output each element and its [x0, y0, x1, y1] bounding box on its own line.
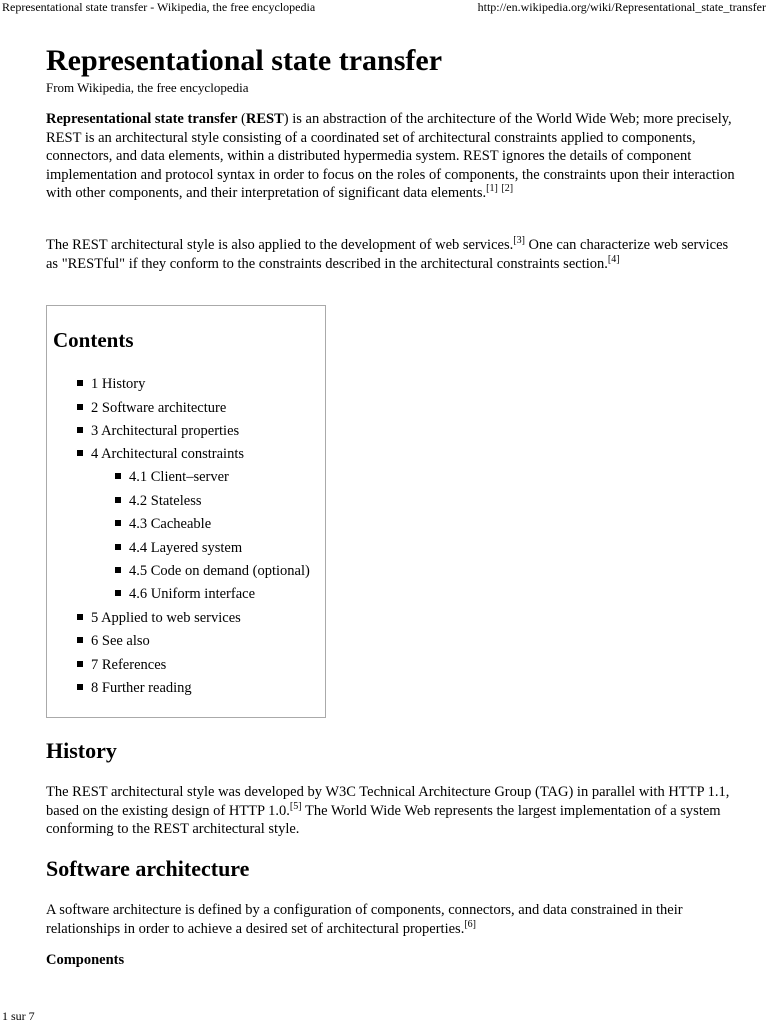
toc-title: Contents: [53, 328, 134, 352]
toc-item-label: 4.5 Code on demand (optional): [129, 563, 310, 579]
toc-item-label: 8 Further reading: [91, 680, 192, 696]
toc-item-architectural-constraints[interactable]: [77, 446, 244, 463]
toc-item-code-on-demand[interactable]: [115, 563, 310, 580]
toc-item-client-server[interactable]: [115, 469, 229, 486]
toc-item-label: 7 References: [91, 657, 167, 673]
software-paragraph: [46, 901, 736, 938]
reference-link[interactable]: [5]: [289, 800, 302, 812]
bullet-icon: [115, 590, 121, 596]
toc-item-uniform-interface[interactable]: [115, 586, 255, 603]
bullet-icon: [115, 567, 121, 573]
toc-item-architectural-properties[interactable]: [77, 423, 239, 440]
toc-item-label: 4.1 Client–server: [129, 469, 229, 485]
text-run: The World Wide Web represents the largest implementation of a system conforming to the REST architectural style.: [46, 802, 721, 837]
toc-item-label: 4.2 Stateless: [129, 493, 202, 509]
bullet-icon: [77, 427, 83, 433]
toc-item-see-also[interactable]: [77, 633, 150, 650]
history-paragraph: [46, 783, 736, 839]
reference-link[interactable]: [6]: [464, 918, 476, 930]
bullet-icon: [77, 637, 83, 643]
toc-item-label: 4.4 Layered system: [129, 540, 243, 556]
bullet-icon: [77, 380, 83, 386]
text-run: (: [237, 111, 246, 127]
intro-paragraph-1: [46, 110, 736, 203]
toc-item-applied-to-web-services[interactable]: [77, 610, 241, 627]
text-run: One can characterize web services as "RESTful" if they conform to the constraints described in the architectural constraints section.: [46, 237, 729, 272]
page-title: Representational state transfer: [46, 44, 443, 77]
bullet-icon: [77, 684, 83, 690]
text-run: The REST architectural style was developed by W3C Technical Architecture Group (TAG) in parallel with HTTP 1.1, based on the existing design of HTTP 1.0.: [46, 784, 730, 819]
bullet-icon: [77, 614, 83, 620]
toc-item-label: 4.3 Cacheable: [129, 516, 212, 532]
toc-item-references[interactable]: [77, 657, 166, 674]
reference-link[interactable]: [2]: [501, 183, 514, 195]
heading-history: History: [46, 738, 117, 763]
toc-item-history[interactable]: [77, 376, 145, 393]
toc-item-label: 3 Architectural properties: [91, 423, 240, 439]
bullet-icon: [115, 544, 121, 550]
toc-item-label: 4.6 Uniform interface: [129, 586, 256, 602]
toc-item-label: 1 History: [91, 376, 146, 392]
abbr-bold: REST: [245, 111, 284, 127]
toc-item-label: 5 Applied to web services: [91, 610, 241, 626]
heading-software-architecture: Software architecture: [46, 856, 250, 881]
table-of-contents: [46, 305, 326, 718]
toc-item-label: 6 See also: [91, 633, 150, 649]
bullet-icon: [77, 661, 83, 667]
print-header-url: http://en.wikipedia.org/wiki/Representational_state_transfer: [477, 0, 766, 14]
print-header-title: Representational state transfer - Wikipedia, the free encyclopedia: [2, 0, 316, 14]
bullet-icon: [77, 450, 83, 456]
text-run: The REST architectural style is also applied to the development of web services.: [46, 237, 514, 253]
toc-item-further-reading[interactable]: [77, 680, 192, 697]
term-bold: Representational state transfer: [46, 111, 238, 127]
bullet-icon: [115, 473, 121, 479]
toc-item-stateless[interactable]: [115, 493, 202, 510]
toc-item-cacheable[interactable]: [115, 516, 211, 533]
bullet-icon: [77, 404, 83, 410]
bullet-icon: [115, 497, 121, 503]
bullet-icon: [115, 520, 121, 526]
tagline: From Wikipedia, the free encyclopedia: [46, 80, 249, 95]
text-run: ) is an abstraction of the architecture of the World Wide Web; more precisely, REST is an architectural style consisting of a coordinated set of architectural constraints applied to components, connectors, and data elements, within a distributed hypermedia system. REST ignores the details of component implementation and protocol syntax in order to focus on the roles of components, the constraints upon their interaction with other components, and their interpretation of significant data elements.: [46, 111, 735, 201]
subheading-components: Components: [46, 952, 125, 968]
reference-link[interactable]: [1]: [486, 183, 498, 195]
toc-item-layered-system[interactable]: [115, 540, 242, 557]
toc-item-label: 2 Software architecture: [91, 400, 227, 416]
page-counter: 1 sur 7: [2, 1009, 35, 1023]
text-run: A software architecture is defined by a configuration of components, connectors, and data constrained in their relationships in order to achieve a desired set of architectural properties.: [46, 902, 683, 937]
reference-link[interactable]: [4]: [607, 253, 620, 265]
toc-item-software-architecture[interactable]: [77, 400, 226, 417]
intro-paragraph-2: [46, 236, 736, 273]
toc-item-label: 4 Architectural constraints: [91, 446, 245, 462]
reference-link[interactable]: [3]: [513, 235, 525, 247]
